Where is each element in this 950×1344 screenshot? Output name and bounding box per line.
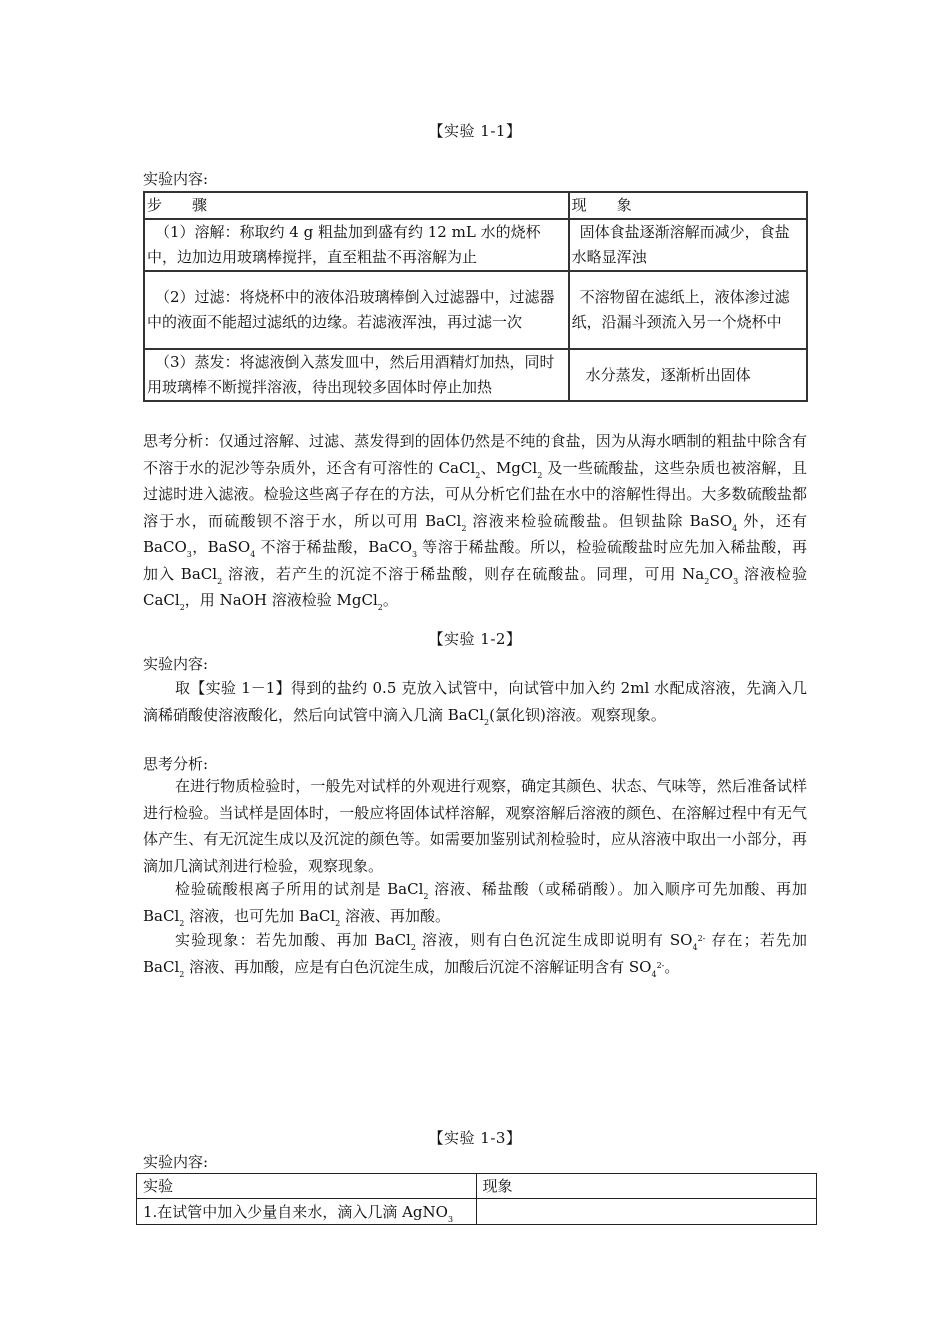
exp2-phenomenon-paragraph: 实验现象：若先加酸、再加 BaCl$_2$ 溶液，则有白色沉淀生成即说明有 $SO_4^{2-}$ 存在；若先加 BaCl$_2$ 溶液、再加酸，应是有白色沉淀生成，加酸后沉淀不溶解证明含有 $SO_4^{2-}$。 (143, 931, 807, 979)
exp3-header-phenomenon: 现象 (476, 1174, 816, 1199)
exp1-step-cell: （1）溶解：称取约 4 g 粗盐加到盛有约 12 mL 水的烧杯中，边加边用玻璃棒搅拌，直至粗盐不再溶解为止 (144, 219, 569, 271)
exp2-analysis-paragraph: 在进行物质检验时，一般先对试样的外观进行观察，确定其颜色、状态、气味等，然后准备试样进行检验。当试样是固体时，一般应将固体试样溶解，观察溶解后溶液的颜色、在溶解过程中有无气体产生、有无沉淀生成以及沉淀的颜色等。如需要加鉴别试剂检验时，应从溶液中取出一小部分，再滴加几滴试剂进行检验，观察现象。 (143, 777, 807, 875)
table-row (144, 349, 807, 401)
table-row (144, 219, 807, 271)
exp1-phenomenon-cell: 水分蒸发，逐渐析出固体 (569, 349, 807, 401)
exp3-phenomenon-cell (476, 1199, 816, 1225)
exp2-content-paragraph: 取【实验 1－1】得到的盐约 0.5 克放入试管中，向试管中加入约 2ml 水配成溶液，先滴入几滴稀硝酸使溶液酸化，然后向试管中滴入几滴 BaCl$_2$(氯化钡)溶液。观察现象。 (143, 679, 807, 727)
exp2-content-label: 实验内容: (143, 655, 209, 673)
exp3-step-cell: 1.在试管中加入少量自来水，滴入几滴 AgNO$_3$ (137, 1199, 477, 1225)
exp3-table (136, 1173, 817, 1225)
exp1-header-phenomenon: 现 象 (569, 192, 807, 219)
exp1-table-header-row (144, 192, 807, 219)
exp1-heading: 【实验 1-1】 (428, 122, 522, 140)
exp1-step-cell: （3）蒸发：将滤液倒入蒸发皿中，然后用酒精灯加热，同时用玻璃棒不断搅拌溶液，待出现较多固体时停止加热 (144, 349, 569, 401)
exp3-heading: 【实验 1-3】 (428, 1129, 522, 1147)
exp2-reagent-paragraph: 检验硫酸根离子所用的试剂是 BaCl$_2$ 溶液、稀盐酸（或稀硝酸）。加入顺序可先加酸、再加 BaCl$_2$ 溶液，也可先加 BaCl$_2$ 溶液、再加酸。 (143, 880, 807, 928)
exp3-content-label: 实验内容: (143, 1153, 209, 1171)
exp1-phenomenon-cell: 不溶物留在滤纸上，液体渗过滤纸，沿漏斗颈流入另一个烧杯中 (569, 271, 807, 349)
exp1-header-steps: 步 骤 (144, 192, 569, 219)
table-row (137, 1199, 817, 1225)
exp1-analysis-paragraph: 思考分析：仅通过溶解、过滤、蒸发得到的固体仍然是不纯的食盐，因为从海水晒制的粗盐中除含有不溶于水的泥沙等杂质外，还含有可溶性的 CaCl$_2$、MgCl$_2$ 及一些硫酸盐，这些杂质也被溶解，且过滤时进入滤液。检验这些离子存在的方法，可从分析它们盐在水中的溶解性得出。大多数硫酸盐都溶于水，而硫酸钡不溶于水，所以可用 BaCl$_2$ 溶液来检验硫酸盐。但钡盐除 BaSO$_4$ 外，还有 BaCO$_3$，BaSO$_4$ 不溶于稀盐酸，BaCO$_3$ 等溶于稀盐酸。所以，检验硫酸盐时应先加入稀盐酸，再加入 BaCl$_2$ 溶液，若产生的沉淀不溶于稀盐酸，则存在硫酸盐。同理，可用 $Na_2CO_3$ 溶液检验 CaCl$_2$，用 NaOH 溶液检验 MgCl$_2$。 (143, 432, 808, 612)
exp1-phenomenon-cell: 固体食盐逐渐溶解而减少，食盐水略显浑浊 (569, 219, 807, 271)
exp2-heading: 【实验 1-2】 (428, 630, 522, 648)
exp1-table (143, 191, 808, 402)
exp1-step-cell: （2）过滤：将烧杯中的液体沿玻璃棒倒入过滤器中，过滤器中的液面不能超过滤纸的边缘。若滤液浑浊，再过滤一次 (144, 271, 569, 349)
exp3-header-experiment: 实验 (137, 1174, 477, 1199)
exp1-content-label: 实验内容: (143, 170, 209, 188)
exp3-table-header-row (137, 1174, 817, 1199)
exp2-analysis-label: 思考分析: (143, 755, 209, 773)
table-row (144, 271, 807, 349)
